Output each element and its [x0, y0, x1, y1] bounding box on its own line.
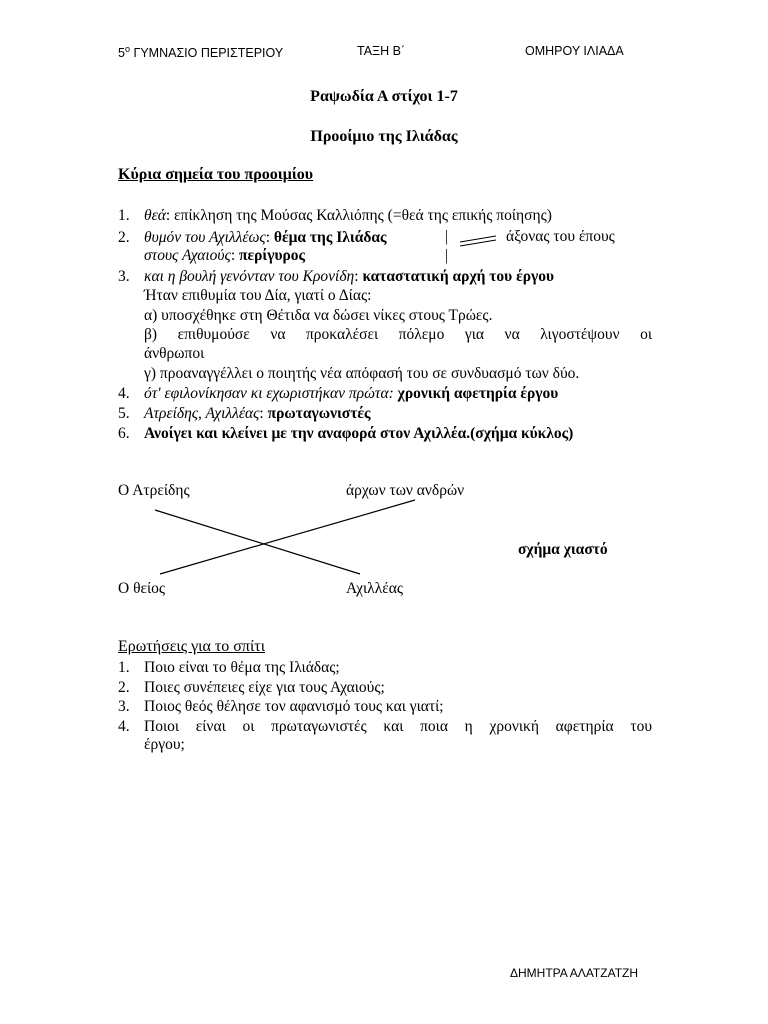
chiasm-label: σχήμα χιαστό — [518, 541, 608, 558]
point-2: 2. θυμόν του Αχιλλέως: θέμα της Ιλιάδας — [118, 229, 387, 246]
question-2: 2. Ποιες συνέπειες είχε για τους Αχαιούς; — [118, 679, 385, 696]
chiasm-line-down — [155, 510, 360, 574]
point-6: 6. Ανοίγει και κλείνει με την αναφορά στον Αχιλλέα.(σχήμα κύκλος) — [118, 425, 574, 442]
chiasm-bottom-left: Ο θείος — [118, 580, 166, 597]
footer-author: ΔΗΜΗΤΡΑ ΑΛΑΤΖΑΤΖΗ — [510, 966, 639, 980]
point-3-b-cont: άνθρωποι — [144, 345, 205, 362]
point-3: 3. και η βουλή γενόνταν του Κρονίδη: καταστατική αρχή του έργου — [118, 268, 555, 285]
chiasm-bottom-right: Αχιλλέας — [346, 580, 403, 597]
question-1: 1. Ποιο είναι το θέμα της Ιλιάδας; — [118, 659, 340, 676]
page-subtitle: Προοίμιο της Ιλιάδας — [310, 128, 458, 145]
point-3-a: α) υποσχέθηκε στη Θέτιδα να δώσει νίκες στους Τρώες. — [144, 307, 493, 324]
header-class: ΤΑΞΗ Β΄ — [357, 44, 406, 58]
header-school: $5^o$ ΓΥΜΝΑΣΙΟ ΠΕΡΙΣΤΕΡΙΟΥ — [118, 44, 284, 61]
point-5: 5. Ατρείδης, Αχιλλέας: πρωταγωνιστές — [118, 405, 371, 422]
point-2-line-2: στους Αχαιούς: περίγυρος — [144, 247, 306, 264]
point-3-reason: Ήταν επιθυμία του Δία, γιατί ο Δίας: — [144, 287, 372, 304]
page-title: Ραψωδία Α στίχοι 1-7 — [310, 88, 458, 105]
question-4-cont: έργου; — [144, 736, 185, 753]
point-3-c: γ) προαναγγέλλει ο ποιητής νέα απόφασή του σε συνδυασμό των δύο. — [144, 365, 580, 382]
chiasm-top-left: Ο Ατρείδης — [118, 482, 190, 499]
point-3-b: β) επιθυμούσε να προκαλέσει πόλεμο για να λιγοστέψουν οι — [144, 326, 652, 343]
section-main-points: Κύρια σημεία του προοιμίου — [118, 166, 314, 183]
question-3: 3. Ποιος θεός θέλησε τον αφανισμό τους και γιατί; — [118, 698, 444, 715]
chiasm-line-up — [160, 500, 415, 574]
bracket-bar-1: | — [445, 228, 449, 245]
bracket-bar-2: | — [445, 247, 449, 264]
question-4: 4. Ποιοι είναι οι πρωταγωνιστές και ποια η χρονική αφετηρία του — [118, 718, 652, 735]
chiasm-top-right: άρχων των ανδρών — [346, 482, 465, 499]
point-1: 1. θεά: επίκληση της Μούσας Καλλιόπης (=θεά της επικής ποίησης) — [118, 207, 552, 224]
section-homework: Ερωτήσεις για το σπίτι — [118, 638, 265, 655]
axis-label: άξονας του έπους — [506, 228, 615, 245]
point-4: 4. ότ' εφιλονίκησαν κι εχωριστήκαν πρώτα: χρονική αφετηρία έργου — [118, 385, 559, 402]
header-subject: ΟΜΗΡΟΥ ΙΛΙΑΔΑ — [525, 44, 624, 58]
